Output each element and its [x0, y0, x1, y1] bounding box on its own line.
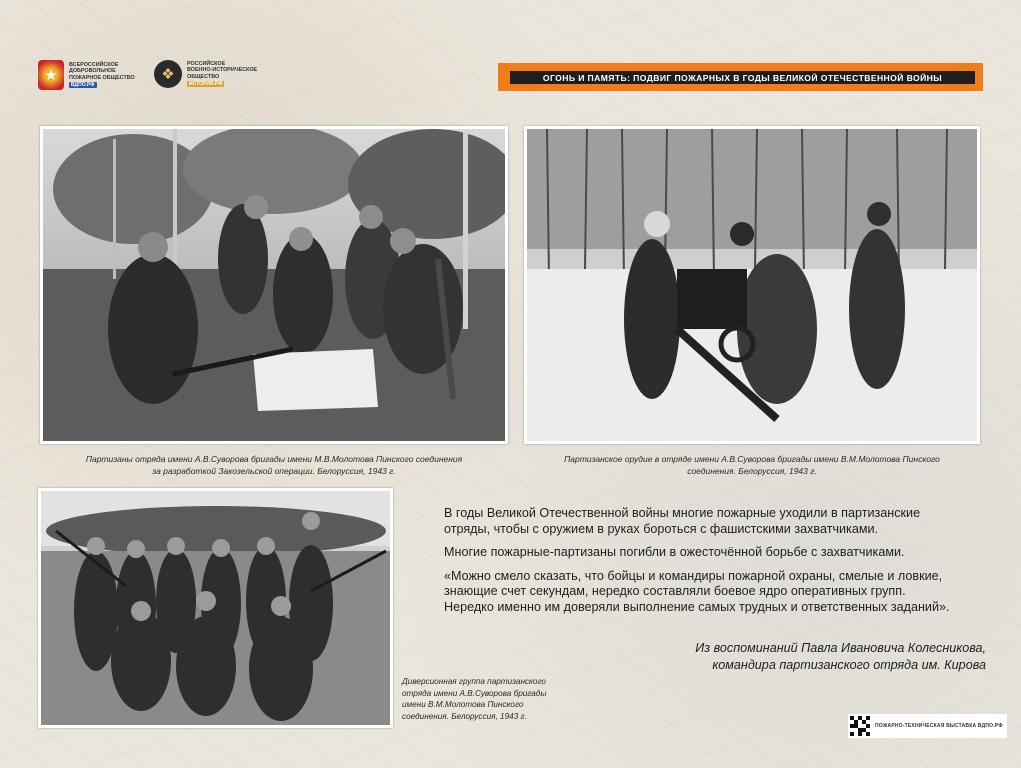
quote-attribution: Из воспоминаний Павла Ивановича Колесникова, командира партизанского отряда им. Кирова	[695, 641, 986, 672]
vdpo-logo[interactable]	[38, 60, 153, 90]
vdpo-site-tag: ВДПО.РФ	[71, 81, 95, 88]
photo-partisans-map	[40, 126, 508, 444]
vdpo-logo-text: ВСЕРОССИЙСКОЕ ДОБРОВОЛЬНОЕ ПОЖАРНОЕ ОБЩЕСТВО ВДПО.РФ	[69, 61, 135, 88]
photo-sabotage-group	[38, 488, 393, 728]
title-bar	[498, 63, 983, 91]
rvio-logo[interactable]	[154, 60, 271, 88]
photo-sabotage-group-image	[41, 491, 390, 725]
body-text	[444, 506, 992, 623]
photo-partisans-map-image	[43, 129, 505, 441]
body-quote: «Можно смело сказать, что бойцы и командиры пожарной охраны, смелые и ловкие, знающие счет секундам, нередко составляли боевое ядро оперативных групп. Нередко именно им доверяли выполнение самых трудных и ответственных заданий».	[444, 568, 950, 614]
double-headed-eagle-icon: ❖	[154, 60, 182, 88]
qr-code-icon[interactable]	[850, 716, 870, 736]
qr-label: ПОЖАРНО-ТЕХНИЧЕСКАЯ ВЫСТАВКА ВДПО.РФ	[875, 723, 1003, 729]
caption-partisans-map: Партизаны отряда имени А.В.Суворова бригады имени М.В.Молотова Пинского соединения за разработкой Закозельской операции. Белоруссия, 1943 г.	[85, 454, 463, 476]
photo-partisan-gun-image	[527, 129, 977, 441]
photo-partisan-gun	[524, 126, 980, 444]
rvio-logo-text: РОССИЙСКОЕ ВОЕННО-ИСТОРИЧЕСКОЕ ОБЩЕСТВО ИСТОРИЯ.РФ	[187, 60, 258, 87]
body-paragraph-1: В годы Великой Отечественной войны многие пожарные уходили в партизанские отряды, чтобы с оружием в руках бороться с фашистскими захватчиками.	[444, 506, 921, 536]
qr-block[interactable]	[848, 714, 1007, 738]
body-paragraph-2: Многие пожарные-партизаны погибли в ожесточённой борьбе с захватчиками.	[444, 545, 905, 559]
fire-society-emblem-icon: ★	[38, 60, 64, 90]
page-title: ОГОНЬ И ПАМЯТЬ: ПОДВИГ ПОЖАРНЫХ В ГОДЫ ВЕЛИКОЙ ОТЕЧЕСТВЕННОЙ ВОЙНЫ	[510, 71, 975, 84]
caption-sabotage-group: Диверсионная группа партизанского отряда имени А.В.Суворова бригады имени В.М.Молотова Пинского соединения. Белоруссия, 1943 г.	[402, 677, 547, 721]
caption-partisan-gun: Партизанское орудие в отряде имени А.В.Суворова бригады имени В.М.Молотова Пинского соединения. Белоруссия, 1943 г.	[564, 454, 940, 476]
rvio-site-tag: ИСТОРИЯ.РФ	[189, 80, 223, 87]
